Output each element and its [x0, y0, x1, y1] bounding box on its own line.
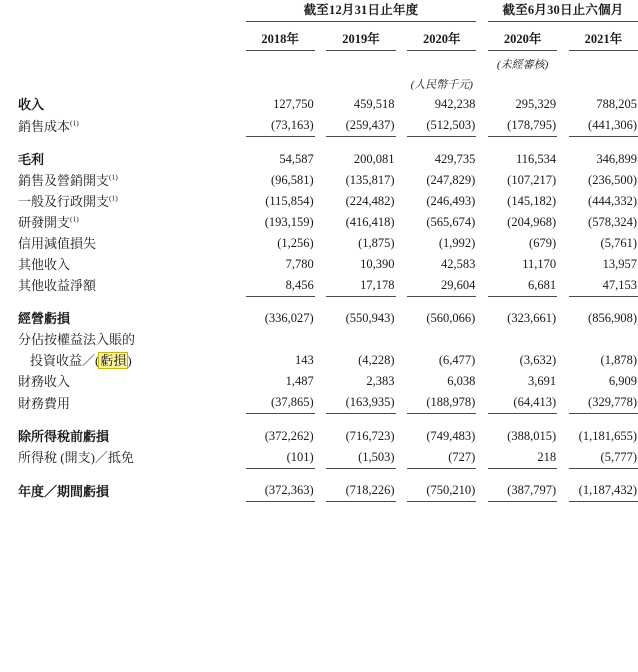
gap [235, 170, 246, 191]
row-value: 346,899 [596, 151, 637, 166]
row-value: 47,153 [569, 275, 638, 297]
gap [476, 22, 488, 51]
row-value: (1,187,432) [569, 480, 638, 502]
gap [476, 329, 488, 350]
row-label [0, 115, 235, 137]
gap [557, 275, 569, 297]
row-value: 42,583 [440, 256, 476, 271]
row-value: 788,205 [596, 97, 637, 111]
table-row [0, 149, 638, 170]
gap [476, 350, 488, 371]
row-value: (336,027) [264, 311, 314, 325]
row-label-text: 信用減值損失 [18, 235, 97, 251]
gap [235, 254, 246, 275]
blank [246, 51, 315, 73]
row-value: (4,228) [358, 353, 395, 367]
row-label [0, 308, 235, 329]
row-value: (5,777) [569, 447, 638, 469]
row-label-text: 財務費用 [18, 395, 71, 411]
gap [476, 275, 488, 297]
gap [557, 426, 569, 447]
row-value: (444,332) [588, 193, 637, 208]
gap [315, 275, 327, 297]
highlighted-term[interactable]: 虧損 [100, 353, 127, 368]
row-value: 10,390 [360, 256, 395, 271]
table-row [0, 170, 638, 191]
gap [396, 51, 408, 73]
row-value: 218 [488, 447, 557, 469]
gap [476, 392, 488, 414]
row-value: (236,500) [588, 172, 637, 187]
row-value: (178,795) [488, 115, 557, 137]
row-value: (718,226) [326, 480, 395, 502]
row-label-text: 所得稅 (開支)／抵免 [18, 450, 134, 465]
row-value: (96,581) [271, 172, 314, 187]
row-value: (259,437) [326, 115, 395, 137]
row-label-text: 收入 [18, 97, 45, 112]
row-value: 295,329 [515, 97, 557, 111]
row-label [0, 480, 235, 502]
gap [557, 447, 569, 469]
gap [476, 371, 488, 392]
gap [315, 170, 327, 191]
row-value: (560,066) [426, 311, 476, 325]
year-gap-cell [235, 22, 246, 51]
gap [235, 426, 246, 447]
gap [235, 350, 246, 371]
row-value: (6,477) [438, 353, 476, 367]
row-value: 8,456 [246, 275, 315, 297]
label-part: ) [127, 353, 132, 368]
row-value: (565,674) [426, 214, 476, 229]
gap [235, 149, 246, 170]
row-value: (550,943) [345, 311, 395, 325]
gap [315, 480, 327, 502]
row-value: (1,878) [600, 353, 637, 367]
row-value: (1,503) [326, 447, 395, 469]
gap [315, 212, 327, 233]
row-value: (512,503) [407, 115, 476, 137]
gap [476, 149, 488, 170]
gap [235, 51, 246, 73]
table-row [0, 233, 638, 254]
table-row [0, 275, 638, 297]
gap [235, 392, 246, 414]
table-row [0, 426, 638, 447]
row-value: (135,817) [345, 172, 395, 187]
statement-body [0, 94, 638, 502]
gap [476, 51, 488, 73]
row-value [407, 329, 476, 350]
gap [315, 254, 327, 275]
gap [396, 72, 408, 94]
gap [396, 233, 408, 254]
blank [246, 72, 315, 94]
gap [315, 94, 327, 115]
gap [235, 212, 246, 233]
blank [0, 51, 235, 73]
blank [326, 51, 395, 73]
gap [476, 233, 488, 254]
gap [235, 329, 246, 350]
gap [396, 94, 408, 115]
row-label-text: 毛利 [18, 151, 45, 167]
row-value: 127,750 [273, 97, 314, 111]
row-value: (372,363) [246, 480, 315, 502]
row-value: (749,483) [426, 428, 476, 443]
header-unaudited-row [0, 51, 638, 73]
gap [396, 22, 408, 51]
row-value: (73,163) [246, 115, 315, 137]
gap [315, 350, 327, 371]
gap [557, 308, 569, 329]
row-value: (388,015) [507, 428, 557, 443]
gap [315, 329, 327, 350]
row-value: (578,324) [588, 214, 637, 229]
gap [396, 426, 408, 447]
row-value: (145,182) [507, 193, 557, 208]
gap [396, 392, 408, 414]
row-value: (727) [407, 447, 476, 469]
blank [326, 72, 395, 94]
row-value: (372,262) [264, 428, 314, 443]
table-row [0, 480, 638, 502]
footnote-marker: (1) [70, 118, 79, 128]
row-value: 6,909 [608, 374, 637, 388]
gap [315, 149, 327, 170]
gap [315, 426, 327, 447]
gap [557, 149, 569, 170]
row-value: (37,865) [246, 392, 315, 414]
row-value: 942,238 [434, 97, 476, 111]
gap [396, 480, 408, 502]
label-part: ／ [82, 353, 96, 368]
gap [315, 371, 327, 392]
row-value: 6,038 [447, 374, 476, 388]
gap [235, 94, 246, 115]
row-value: 200,081 [353, 151, 395, 166]
row-label [0, 329, 235, 350]
row-value: (101) [246, 447, 315, 469]
row-value: 1,487 [285, 374, 314, 388]
footnote-marker: (1) [109, 193, 118, 203]
gap [396, 170, 408, 191]
row-value: (5,761) [600, 235, 637, 250]
col-header-2019: 2019年 [326, 22, 395, 51]
row-value: 54,587 [279, 151, 314, 166]
row-value [246, 329, 315, 350]
row-value: (163,935) [326, 392, 395, 414]
row-spacer [0, 414, 638, 426]
row-label [0, 275, 235, 297]
gap [557, 94, 569, 115]
gap [396, 329, 408, 350]
row-value: 116,534 [515, 151, 557, 166]
table-row [0, 308, 638, 329]
gap [557, 254, 569, 275]
unaudited-note: (未經審核) [496, 59, 549, 71]
gap [396, 115, 408, 137]
row-label [0, 212, 235, 233]
row-label [0, 426, 235, 447]
year-blank-cell [0, 22, 235, 51]
gap [476, 170, 488, 191]
gap [235, 72, 246, 94]
table-row [0, 329, 638, 350]
gap [235, 275, 246, 297]
row-spacer [0, 468, 638, 480]
gap [476, 254, 488, 275]
gap [476, 94, 488, 115]
currency-unit-note: (人民幣千元) [410, 79, 473, 91]
row-value: 2,383 [366, 374, 395, 388]
row-value: (679) [529, 235, 557, 250]
row-spacer [0, 137, 638, 149]
gap [315, 115, 327, 137]
row-label-text: 銷售成本 [18, 118, 71, 134]
gap [476, 480, 488, 502]
row-label-text: 經營虧損 [18, 311, 71, 326]
gap [315, 308, 327, 329]
row-value: (64,413) [488, 392, 557, 414]
row-value: (1,992) [438, 235, 476, 250]
gap [476, 191, 488, 212]
row-value [488, 329, 557, 350]
gap [315, 191, 327, 212]
header-currency-row [0, 72, 638, 94]
gap [396, 275, 408, 297]
row-value: 429,735 [434, 151, 476, 166]
col-header-2018: 2018年 [246, 22, 315, 51]
gap [396, 308, 408, 329]
row-label-text: 一般及行政開支 [18, 193, 110, 209]
gap [396, 149, 408, 170]
row-label [0, 254, 235, 275]
spacer-cell [0, 414, 638, 426]
table-row [0, 94, 638, 115]
table-row [0, 392, 638, 414]
gap [557, 329, 569, 350]
row-value: 3,691 [528, 374, 557, 388]
row-value: (204,968) [507, 214, 557, 229]
label-part: ( [95, 353, 100, 368]
gap [557, 371, 569, 392]
row-value: (1,181,655) [578, 428, 637, 443]
row-value: (246,493) [426, 193, 476, 208]
header-blank-cell [0, 0, 235, 22]
header-group-interim: 截至6月30日止六個月 [488, 0, 638, 22]
row-value: 11,170 [522, 256, 557, 271]
row-value: (247,829) [426, 172, 476, 187]
blank [569, 51, 638, 73]
row-value: (107,217) [507, 172, 557, 187]
gap [476, 115, 488, 137]
gap [476, 308, 488, 329]
table-row [0, 350, 638, 371]
gap [235, 308, 246, 329]
blank [407, 51, 476, 73]
row-value: (1,256) [277, 235, 314, 250]
row-value: (387,797) [488, 480, 557, 502]
table-row [0, 447, 638, 469]
row-label [0, 94, 235, 115]
gap [476, 212, 488, 233]
row-value: (3,632) [519, 353, 557, 367]
row-label [0, 392, 235, 414]
blank [569, 72, 638, 94]
gap [557, 115, 569, 137]
col-header-2021-interim: 2021年 [569, 22, 638, 51]
row-value: (416,418) [345, 214, 395, 229]
gap [557, 480, 569, 502]
row-value: (856,908) [588, 311, 637, 325]
row-label-text: 其他收益淨額 [18, 278, 97, 293]
row-label-text: 其他收入 [18, 256, 71, 272]
gap [396, 447, 408, 469]
gap [476, 426, 488, 447]
header-gap-cell [235, 0, 246, 22]
row-value: 143 [294, 353, 314, 367]
header-group-annual: 截至12月31日止年度 [246, 0, 477, 22]
row-value: (115,854) [265, 193, 314, 208]
gap [557, 191, 569, 212]
table-row [0, 191, 638, 212]
spacer-cell [0, 468, 638, 480]
row-value: (329,778) [569, 392, 638, 414]
row-value: 13,957 [602, 256, 637, 271]
gap [557, 170, 569, 191]
table-row [0, 371, 638, 392]
row-label-text: 銷售及營銷開支 [18, 172, 110, 188]
gap [235, 480, 246, 502]
gap [396, 191, 408, 212]
gap [476, 72, 488, 94]
row-label [0, 170, 235, 191]
gap [315, 392, 327, 414]
header-gap-cell-2 [476, 0, 488, 22]
blank [488, 72, 557, 94]
gap [557, 350, 569, 371]
gap [315, 22, 327, 51]
spacer-cell [0, 137, 638, 149]
gap [315, 51, 327, 73]
row-value: (188,978) [407, 392, 476, 414]
gap [396, 371, 408, 392]
row-value: (716,723) [345, 428, 395, 443]
gap [476, 447, 488, 469]
gap [396, 212, 408, 233]
row-value: (750,210) [407, 480, 476, 502]
row-label [0, 149, 235, 170]
gap [235, 447, 246, 469]
row-label-text: 研發開支 [18, 214, 71, 230]
gap [557, 212, 569, 233]
gap [396, 254, 408, 275]
row-value: (224,482) [345, 193, 395, 208]
row-value: (323,661) [507, 311, 557, 325]
row-label-text: 分佔按權益法入賬的 [18, 332, 136, 347]
header-group-row [0, 0, 638, 22]
gap [315, 72, 327, 94]
row-value: 6,681 [488, 275, 557, 297]
row-value [326, 329, 395, 350]
row-label-text: 年度／期間虧損 [18, 483, 110, 499]
row-label [0, 350, 235, 371]
row-label-text: 財務收入 [18, 374, 71, 389]
spacer-cell [0, 296, 638, 308]
row-value: 29,604 [407, 275, 476, 297]
row-value [569, 329, 638, 350]
row-label [0, 447, 235, 469]
row-value: 7,780 [285, 256, 314, 271]
table-row [0, 115, 638, 137]
col-header-2020-annual: 2020年 [407, 22, 476, 51]
gap [557, 51, 569, 73]
gap [396, 350, 408, 371]
gap [315, 447, 327, 469]
row-label [0, 191, 235, 212]
row-value: 17,178 [326, 275, 395, 297]
gap [235, 371, 246, 392]
row-label [0, 233, 235, 254]
gap [557, 72, 569, 94]
gap [557, 22, 569, 51]
table-row [0, 212, 638, 233]
gap [235, 191, 246, 212]
header-year-row [0, 22, 638, 51]
gap [235, 233, 246, 254]
row-value: (193,159) [264, 214, 314, 229]
footnote-marker: (1) [109, 172, 118, 182]
row-label-text: 除所得稅前虧損 [18, 428, 110, 444]
table-row [0, 254, 638, 275]
gap [557, 233, 569, 254]
row-value: 459,518 [353, 97, 395, 111]
label-part: 投資收益 [30, 353, 83, 368]
gap [557, 392, 569, 414]
footnote-marker: (1) [70, 214, 79, 224]
gap [235, 115, 246, 137]
row-value: (441,306) [569, 115, 638, 137]
gap [315, 233, 327, 254]
row-spacer [0, 296, 638, 308]
row-value: (1,875) [358, 235, 395, 250]
row-label [0, 371, 235, 392]
col-header-2020-interim: 2020年 [488, 22, 557, 51]
blank [0, 72, 235, 94]
